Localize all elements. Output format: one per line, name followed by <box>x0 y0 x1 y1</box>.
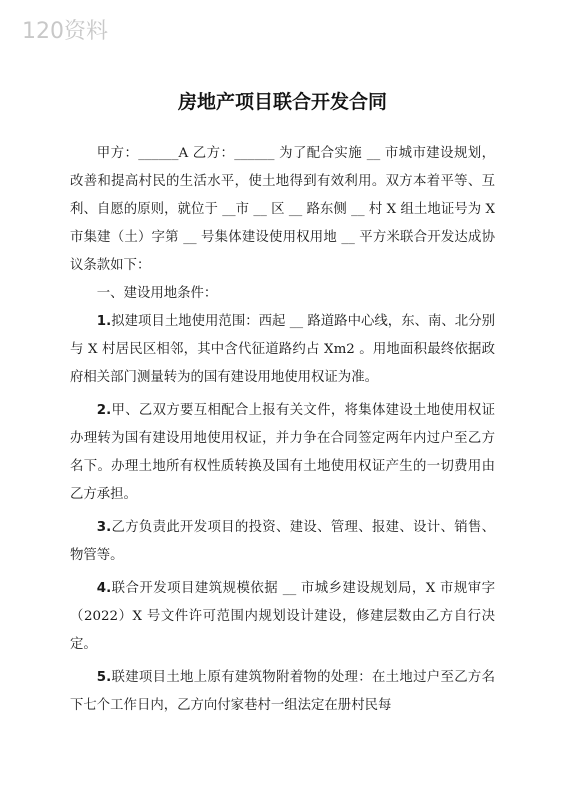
clause-text: 拟建项目土地使用范围：西起 __ 路道路中心线，东、南、北分别与 X 村居民区相邻，其中含代征道路约占 Xm2 。用地面积最终依据政府相关部门测量转为的国有建设用地使用权证为准。 <box>70 314 495 385</box>
section-heading-text: 一、建设用地条件： <box>96 286 218 301</box>
clause-text: 甲、乙双方要互相配合上报有关文件，将集体建设土地使用权证办理转为国有建设用地使用权证，并力争在合同签定两年内过户至乙方名下。办理土地所有权性质转换及国有土地使用权证产生的一切费用由乙方承担。 <box>70 403 495 502</box>
clause-1 <box>70 308 495 392</box>
watermark: 120资料 <box>22 19 108 44</box>
clause-number: 5. <box>96 670 112 685</box>
clause-number: 1. <box>96 314 112 329</box>
clause-text: 乙方负责此开发项目的投资、建设、管理、报建、设计、销售、物管等。 <box>70 520 495 563</box>
intro-paragraph <box>70 140 495 280</box>
clause-4 <box>70 575 495 659</box>
clause-5 <box>70 664 495 720</box>
clause-number: 4. <box>96 581 112 596</box>
clause-3 <box>70 514 495 570</box>
document-body <box>70 140 495 720</box>
clause-text: 联合开发项目建筑规模依据 __ 市城乡建设规划局，X 市规审字（2022）X 号文件许可范围内规划设计建设，修建层数由乙方自行决定。 <box>70 581 495 652</box>
section-heading <box>70 280 495 308</box>
clause-number: 3. <box>96 520 112 535</box>
clause-number: 2. <box>96 403 112 418</box>
intro-text: 甲方：______A 乙方：______ 为了配合实施 __ 市城市建设规划，改善和提高村民的生活水平，使土地得到有效利用。双方本着平等、互利、自愿的原则，就位于 __市 __ 区 __ 路东侧 __ 村 X 组土地证号为 X 市集建（土）字第 __ 号集体建设使用权用地 __ 平方米联合开发达成协议条款如下： <box>70 146 495 273</box>
document-title: 房地产项目联合开发合同 <box>177 91 387 113</box>
clause-text: 联建项目土地上原有建筑物附着物的处理：在土地过户至乙方名下七个工作日内，乙方向付家巷村一组法定在册村民每 <box>70 670 495 713</box>
clause-2 <box>70 397 495 509</box>
